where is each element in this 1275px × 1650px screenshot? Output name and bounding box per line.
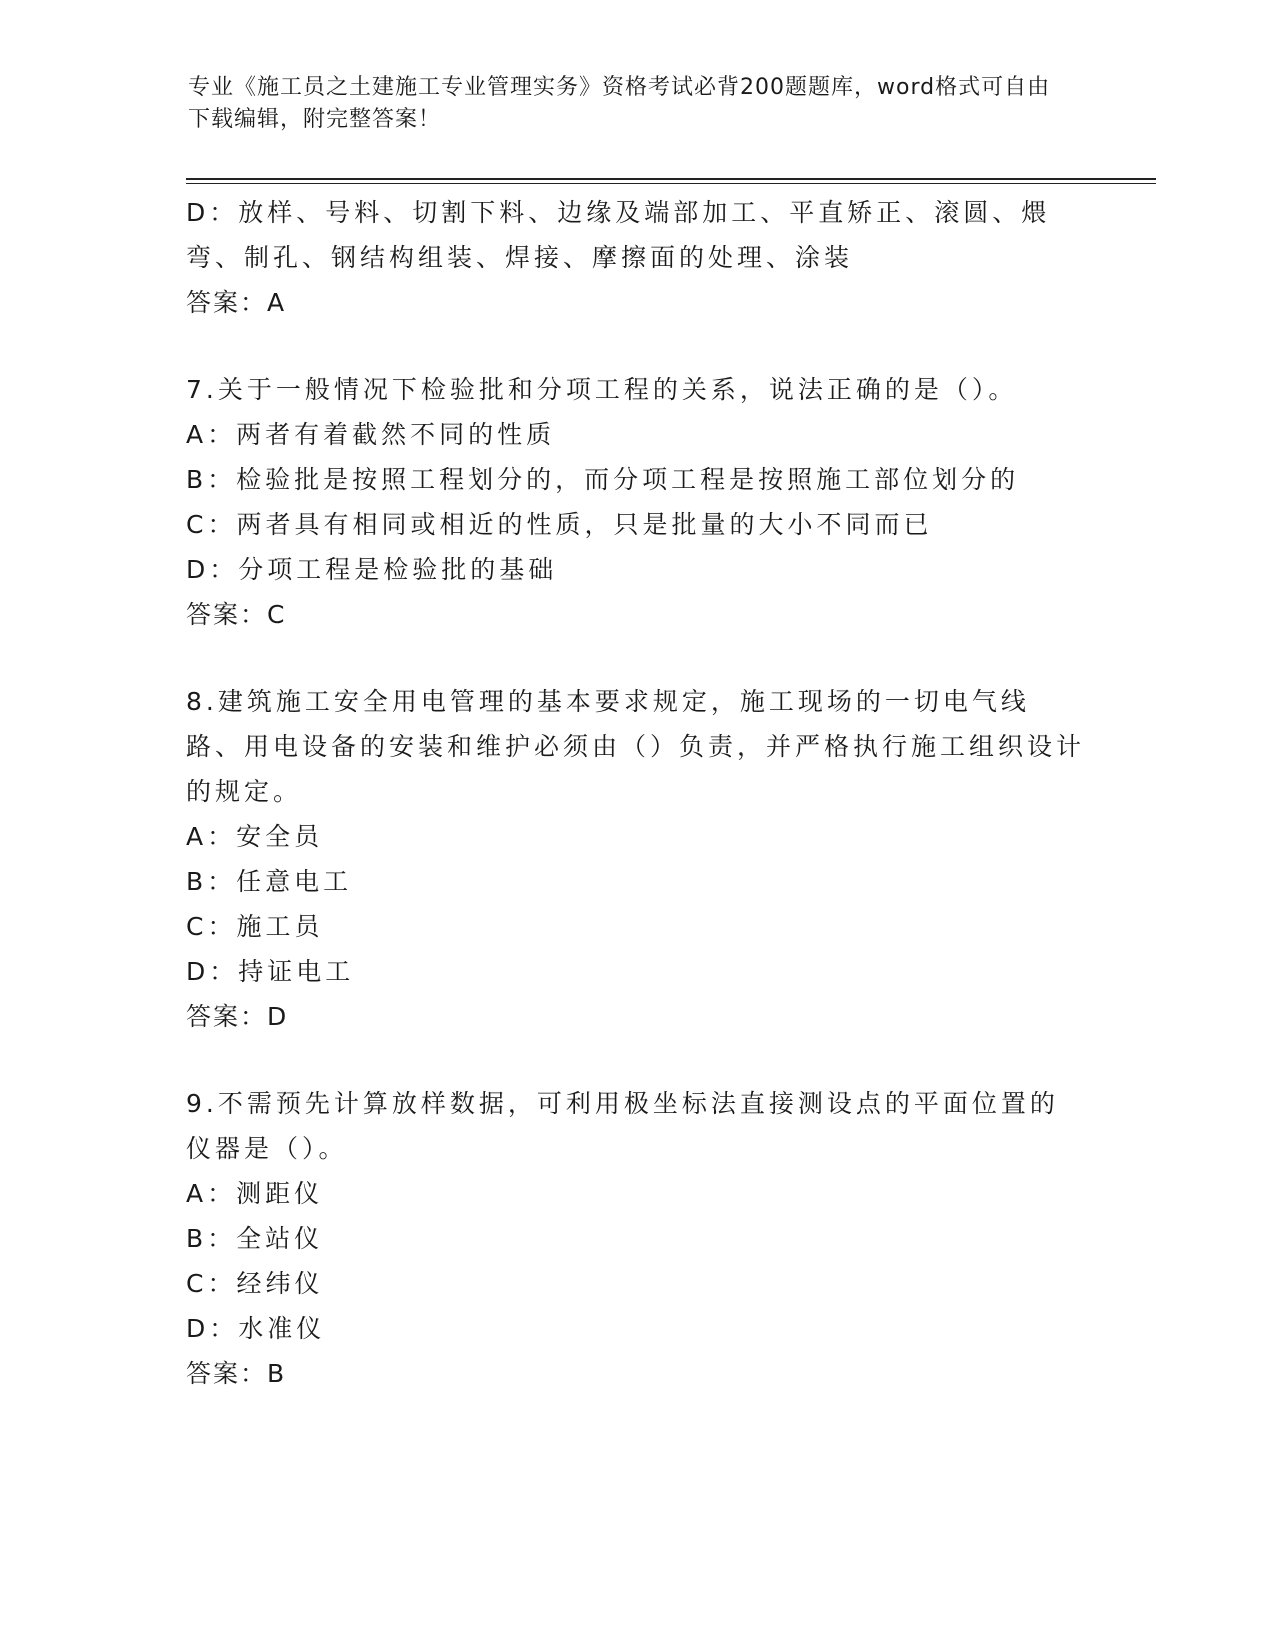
answer-line: 答案：A <box>186 288 287 317</box>
header-title: 专业《施工员之土建施工专业管理实务》资格考试必背200题题库，word格式可自由下载编辑，附完整答案！ <box>188 75 1051 132</box>
question-stem: 8.建筑施工安全用电管理的基本要求规定，施工现场的一切电气线路、用电设备的安装和维护必须由（）负责，并严格执行施工组织设计的规定。 <box>186 687 1086 806</box>
question-8 <box>186 679 1086 1039</box>
option-d: D：分项工程是检验批的基础 <box>186 555 558 584</box>
header-rule-thin <box>186 183 1156 184</box>
option-c: C：两者具有相同或相近的性质，只是批量的大小不同而已 <box>186 510 933 539</box>
question-9 <box>186 1081 1086 1396</box>
option-d: D：水准仪 <box>186 1314 326 1343</box>
answer-line: 答案：B <box>186 1359 287 1388</box>
header-rule-thick <box>186 178 1156 180</box>
option-b: B：检验批是按照工程划分的，而分项工程是按照施工部位划分的 <box>186 465 1020 494</box>
option-a: A：测距仪 <box>186 1179 324 1208</box>
option-c: C：施工员 <box>186 912 324 941</box>
document-header <box>188 72 1068 136</box>
option-d: D：持证电工 <box>186 957 355 986</box>
option-a: A：两者有着截然不同的性质 <box>186 420 556 449</box>
option-b: B：全站仪 <box>186 1224 324 1253</box>
answer-line: 答案：D <box>186 1002 289 1031</box>
option-a: A：安全员 <box>186 822 324 851</box>
answer-line: 答案：C <box>186 600 287 629</box>
option-b: B：任意电工 <box>186 867 353 896</box>
question-stem: 9.不需预先计算放样数据，可利用极坐标法直接测设点的平面位置的仪器是（）。 <box>186 1089 1059 1163</box>
option-d: D：放样、号料、切割下料、边缘及端部加工、平直矫正、滚圆、煨弯、制孔、钢结构组装、焊接、摩擦面的处理、涂装 <box>186 198 1051 272</box>
option-c: C：经纬仪 <box>186 1269 324 1298</box>
question-7 <box>186 367 1086 637</box>
question-stem: 7.关于一般情况下检验批和分项工程的关系，说法正确的是（）。 <box>186 375 1018 404</box>
question-content <box>186 190 1086 1396</box>
previous-question-continuation <box>186 190 1086 325</box>
